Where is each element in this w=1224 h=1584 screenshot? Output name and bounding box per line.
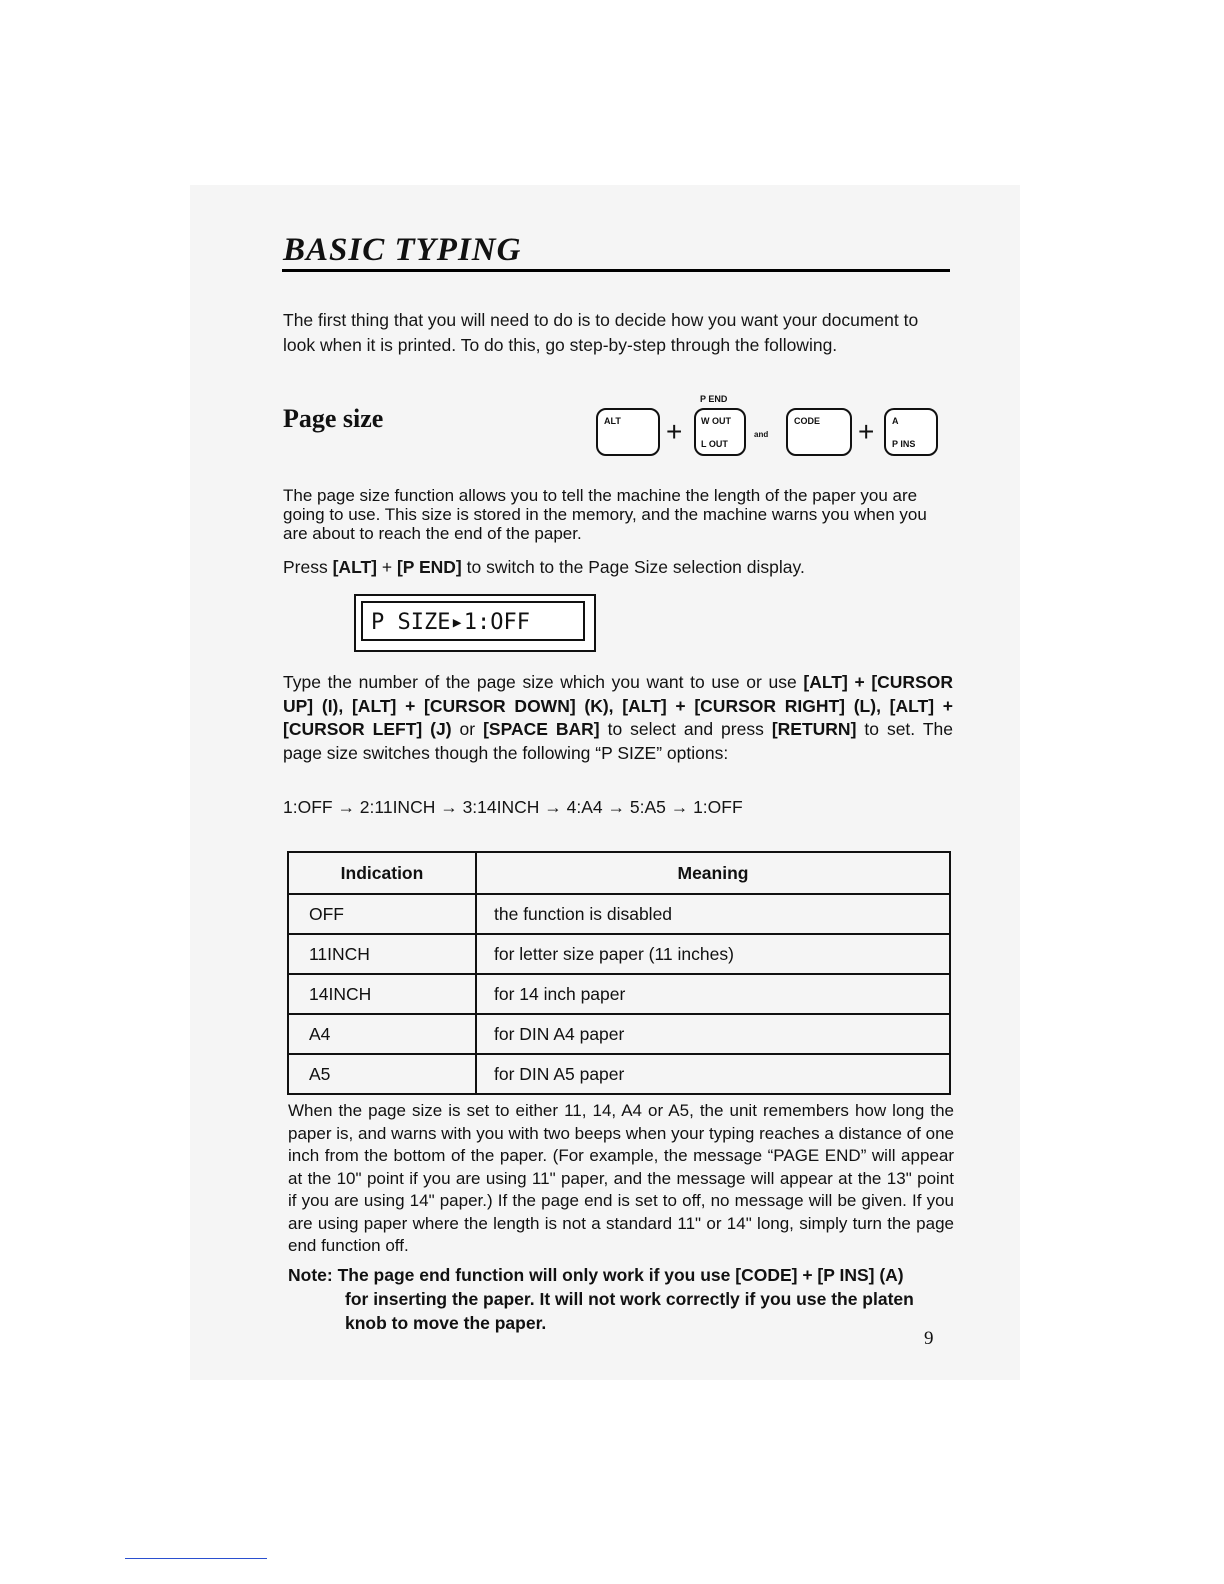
description-paragraph: The page size function allows you to tell the machine the length of the paper you are going to use. This size is stored in the memory, and the machine warns you when you are about to reach the end of the paper. <box>283 486 927 543</box>
note-label: Note: <box>288 1265 333 1285</box>
column-header-meaning: Meaning <box>476 852 950 894</box>
lcd-display <box>354 594 596 652</box>
section-heading: Page size <box>283 404 384 433</box>
a-key-label: A <box>892 416 899 426</box>
lout-key-label: L OUT <box>701 439 728 449</box>
wout-lout-key-icon <box>694 408 746 456</box>
table-row <box>288 934 950 974</box>
key-combination <box>594 392 944 462</box>
selection-paragraph: Type the number of the page size which you want to use or use [ALT] + [CURSOR UP] (I), [ALT] + [CURSOR DOWN] (K), [ALT] + [CURSOR RIGHT] (L), [ALT] + [CURSOR LEFT] (J) or [SPACE BAR] to select and press [RETURN] to set. The page size switches though the following “P SIZE” options: <box>283 672 953 763</box>
meaning-cell: for DIN A4 paper <box>476 1014 950 1054</box>
meaning-cell: the function is disabled <box>476 894 950 934</box>
indication-cell: A4 <box>288 1014 476 1054</box>
lcd-display-text: P SIZE▸1:OFF <box>361 601 585 641</box>
indication-cell: 14INCH <box>288 974 476 1014</box>
table-row <box>288 894 950 934</box>
p-end-label: P END <box>700 394 728 404</box>
table-header-row <box>288 852 950 894</box>
note-line-2: for inserting the paper. It will not work correctly if you use the platen knob to move the paper. <box>345 1289 914 1333</box>
wout-key-label: W OUT <box>701 416 731 426</box>
a-pins-key-icon <box>884 408 938 456</box>
option-sequence: 1:OFF → 2:11INCH → 3:14INCH → 4:A4 → 5:A5 → 1:OFF <box>283 797 743 817</box>
note-line-1: The page end function will only work if you use [CODE] + [P INS] (A) <box>332 1265 904 1285</box>
indication-cell: A5 <box>288 1054 476 1094</box>
page-title: BASIC TYPING <box>283 232 522 268</box>
plus-sign: + <box>858 416 875 447</box>
title-underline <box>282 269 950 272</box>
footer-line <box>125 1558 267 1559</box>
press-instruction: Press [ALT] + [P END] to switch to the Page Size selection display. <box>283 557 805 577</box>
page-end-paragraph: When the page size is set to either 11, 14, A4 or A5, the unit remembers how long the paper is, and warns with you with two beeps when your typing reaches a distance of one inch from the bottom of the paper. (For example, the message “PAGE END” will appear at the 10" point if you are using 11" paper, and the message will appear at the 13" point if you are using 14" paper.) If the page end is set to off, no message will be given. If you are using paper where the length is not a standard 11" or 14" long, simply turn the page end function off. <box>288 1101 954 1255</box>
table-row <box>288 974 950 1014</box>
page-number: 9 <box>924 1328 934 1349</box>
meaning-cell: for 14 inch paper <box>476 974 950 1014</box>
plus-sign: + <box>666 416 683 447</box>
indication-cell: 11INCH <box>288 934 476 974</box>
alt-key-label: ALT <box>604 416 621 426</box>
pins-key-label: P INS <box>892 439 916 449</box>
and-label: and <box>754 430 769 439</box>
column-header-indication: Indication <box>288 852 476 894</box>
alt-key-icon <box>596 408 660 456</box>
indication-cell: OFF <box>288 894 476 934</box>
intro-paragraph: The first thing that you will need to do is to decide how you want your document to look when it is printed. To do this, go step-by-step through the following. <box>283 310 919 355</box>
table-row <box>288 1014 950 1054</box>
page-size-table <box>287 851 951 1095</box>
meaning-cell: for letter size paper (11 inches) <box>476 934 950 974</box>
table-row <box>288 1054 950 1094</box>
code-key-label: CODE <box>794 416 821 426</box>
note-block <box>288 1263 958 1335</box>
meaning-cell: for DIN A5 paper <box>476 1054 950 1094</box>
code-key-icon <box>786 408 852 456</box>
